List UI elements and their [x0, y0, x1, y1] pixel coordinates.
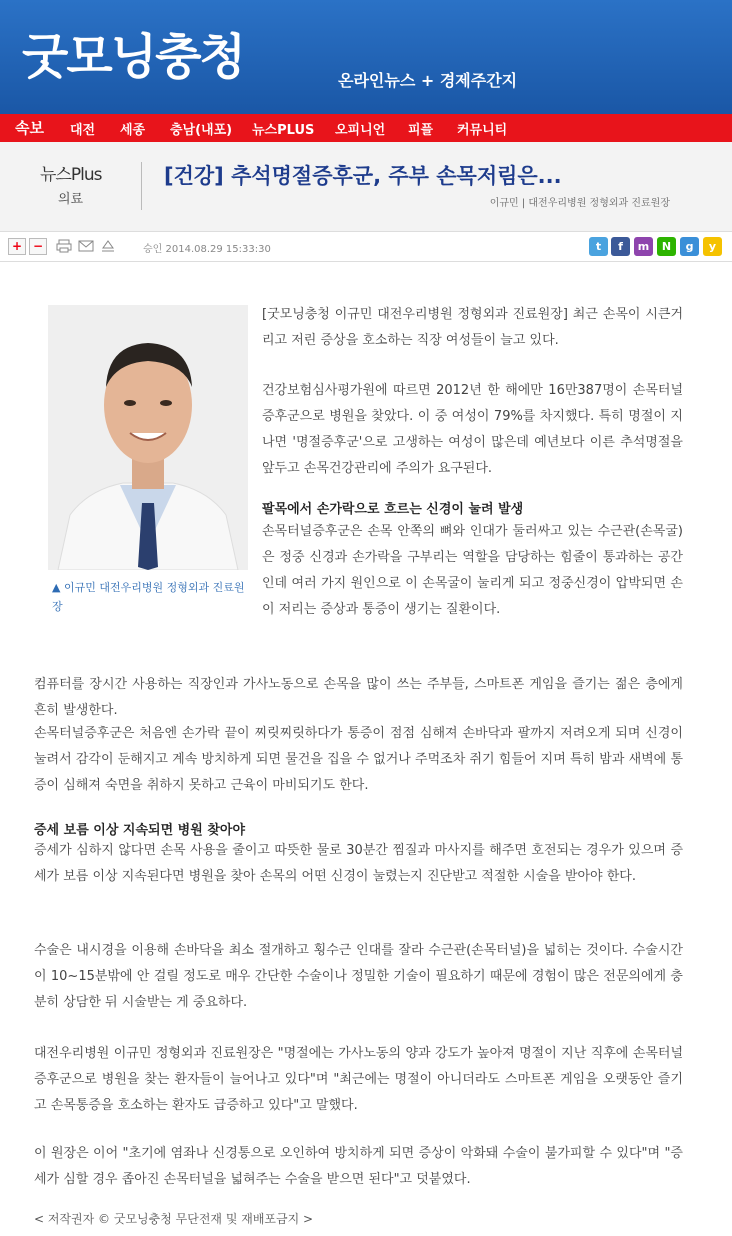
section-logo[interactable]: 뉴스Plus [40, 165, 102, 185]
nav-item-opinion[interactable]: 오피니언 [335, 123, 386, 138]
article-paragraph: 증세가 심하지 않다면 손목 사용을 줄이고 따뜻한 물로 30분간 찜질과 마사지를 해주면 호전되는 경우가 있으며 증세가 보름 이상 지속된다면 병원을 찾아 손목의 어떤 신경이 눌렸는지 진단받고 적절한 시술을 받아야 한다. [34, 843, 683, 884]
nav-item-newsplus[interactable]: 뉴스PLUS [252, 123, 315, 138]
nav-item-chungnam[interactable]: 충남(내포) [170, 123, 233, 138]
article-subheading: 팔목에서 손가락으로 흐르는 신경이 눌려 발생 [262, 502, 524, 517]
article-paragraph: 손목터널증후군은 처음엔 손가락 끝이 찌릿찌릿하다가 통증이 점점 심해져 손바닥과 팔까지 저려오게 되며 신경이 눌려서 감각이 둔해지고 계속 방치하게 되면 물건을 집을 수 없거나 주먹조차 쥐기 힘들어 지며 특히 밤과 새벽에 통증이 심해져 숙면을 취하지 못하고 근육이 마비되기도 한다. [34, 726, 683, 793]
article-paragraph: 건강보험심사평가원에 따르면 2012년 한 해에만 16만387명이 손목터널증후군으로 병원을 찾았다. 이 중 여성이 79%를 차지했다. 특히 명절이 지나면 '명절증후군'으로 고생하는 여성이 많은데 예년보다 이른 추석명절을 앞두고 손목건강관리에 주의가 요구된다. [262, 383, 683, 476]
article-header [0, 142, 732, 232]
font-decrease-button[interactable]: − [29, 238, 47, 255]
comment-icon[interactable] [100, 239, 116, 253]
yozm-share-icon[interactable]: y [703, 237, 722, 256]
section-category[interactable]: 의료 [58, 192, 84, 207]
doctor-photo [48, 305, 248, 570]
photo-caption: ▲ 이규민 대전우리병원 정형외과 진료원장 [52, 581, 245, 613]
article-title: [건강] 추석명절증후군, 주부 손목저림은... [164, 164, 562, 188]
nav-item-people[interactable]: 피플 [408, 123, 434, 138]
divider [141, 162, 142, 210]
article-toolbar [0, 232, 732, 262]
article-paragraph: [굿모닝충청 이규민 대전우리병원 정형외과 진료원장] 최근 손목이 시큰거리고 저린 증상을 호소하는 직장 여성들이 늘고 있다. [262, 307, 683, 348]
article-subheading: 증세 보름 이상 지속되면 병원 찾아야 [34, 823, 245, 838]
email-icon[interactable] [78, 239, 94, 253]
article-paragraph: 수술은 내시경을 이용해 손바닥을 최소 절개하고 횡수근 인대를 잘라 수근관(손목터널)을 넓히는 것이다. 수술시간이 10~15분밖에 안 걸릴 정도로 매우 간단한 수술이나 정밀한 기술이 필요하기 때문에 경험이 많은 전문의에게 충분히 상담한 뒤 시술받는 게 중요하다. [34, 943, 683, 1010]
article-paragraph: 대전우리병원 이규민 정형외과 진료원장은 "명절에는 가사노동의 양과 강도가 높아져 명절이 지난 직후에 손목터널증후군으로 병원을 찾는 환자들이 늘어나고 있다"며 "최근에는 명절이 아니더라도 스마트폰 게임을 오랫동안 즐기고 손목통증을 호소하는 환자도 급증하고 있다"고 말했다. [34, 1046, 683, 1113]
nav-item-breaking[interactable]: 속보 [15, 119, 44, 137]
nav-item-daejeon[interactable]: 대전 [70, 123, 96, 138]
naver-share-icon[interactable]: N [657, 237, 676, 256]
print-icon[interactable] [56, 239, 72, 253]
article-byline: 이규민 | 대전우리병원 정형외과 진료원장 [489, 198, 670, 209]
copyright-notice: < 저작권자 © 굿모닝충청 무단전재 및 재배포금지 > [34, 1212, 314, 1226]
site-tagline: 온라인뉴스 + 경제주간지 [338, 71, 518, 90]
nav-item-community[interactable]: 커뮤니티 [457, 123, 508, 138]
me2day-share-icon[interactable]: m [634, 237, 653, 256]
nav-item-sejong[interactable]: 세종 [120, 123, 146, 138]
twitter-share-icon[interactable]: t [589, 237, 608, 256]
site-header [0, 0, 732, 114]
google-share-icon[interactable]: g [680, 237, 699, 256]
font-increase-button[interactable]: + [8, 238, 26, 255]
main-nav [0, 114, 732, 142]
article-paragraph: 이 원장은 이어 "초기에 염좌나 신경통으로 오인하여 방치하게 되면 증상이 악화돼 수술이 불가피할 수 있다"며 "증세가 심할 경우 좁아진 손목터널을 넓혀주는 수술을 받으면 된다"고 덧붙였다. [34, 1146, 683, 1187]
article-paragraph: 손목터널증후군은 손목 안쪽의 뼈와 인대가 둘러싸고 있는 수근관(손목굴)은 정중 신경과 손가락을 구부리는 역할을 담당하는 힘줄이 통과하는 공간인데 여러 가지 원인으로 이 손목굴이 눌리게 되고 정중신경이 압박되면 손이 저리는 증상과 통증이 생기는 질환이다. [262, 524, 683, 617]
site-logo[interactable]: 굿모닝충청 [22, 29, 244, 85]
article-paragraph: 컴퓨터를 장시간 사용하는 직장인과 가사노동으로 손목을 많이 쓰는 주부들, 스마트폰 게임을 즐기는 젊은 층에게 흔히 발생한다. [34, 677, 683, 718]
approved-date: 승인 2014.08.29 15:33:30 [143, 244, 271, 255]
facebook-share-icon[interactable]: f [611, 237, 630, 256]
